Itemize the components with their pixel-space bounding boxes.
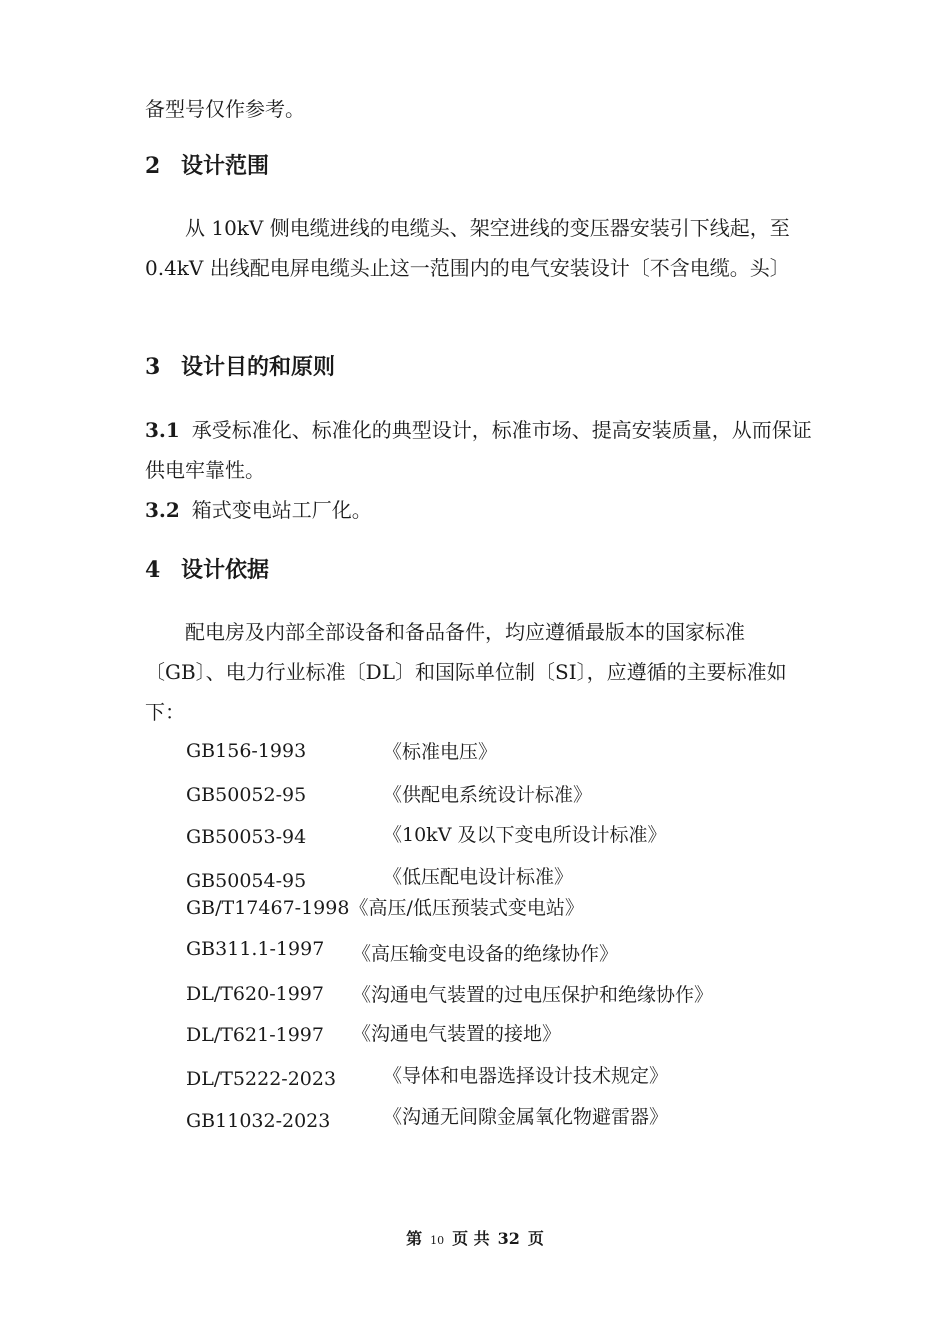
footer-suffix: 页	[527, 1229, 544, 1248]
footer-page-number: 10	[430, 1234, 445, 1247]
standard-name: 《10kV 及以下变电所设计标准》	[383, 824, 667, 846]
footer-prefix: 第	[406, 1229, 423, 1248]
standard-code: GB311.1-1997	[186, 938, 325, 960]
standard-code: GB50054-95	[186, 870, 307, 892]
section-2-heading	[145, 151, 269, 181]
section-4-body: 配电房及内部全部设备和备品备件，均应遵循最版本的国家标准〔GB〕、电力行业标准〔DL〕和国际单位制〔SI〕，应遵循的主要标准如下：	[145, 620, 787, 724]
standard-code: GB50052-95	[186, 784, 307, 806]
section-3-heading	[145, 352, 335, 382]
standard-name: 《低压配电设计标准》	[383, 866, 574, 888]
section-4-heading	[145, 555, 269, 585]
standard-name: 《沟通无间隙金属氧化物避雷器》	[383, 1106, 669, 1128]
standard-code: GB/T17467-1998	[186, 897, 350, 919]
standard-code: GB156-1993	[186, 740, 307, 762]
standard-code: GB11032-2023	[186, 1110, 331, 1132]
section-2-title: 设计范围	[181, 153, 270, 179]
section-3-title: 设计目的和原则	[181, 354, 336, 380]
section-2-body: 从 10kV 侧电缆进线的电缆头、架空进线的变压器安装引下线起，至 0.4kV 出线配电屏电缆头止这一范围内的电气安装设计〔不含电缆。头〕	[145, 216, 790, 280]
standard-name: 《导体和电器选择设计技术规定》	[383, 1065, 669, 1087]
section-3-2-text: 箱式变电站工厂化。	[191, 498, 372, 522]
footer-total-pages: 32	[497, 1229, 520, 1248]
section-3-1-item	[145, 410, 815, 490]
section-3-2-item	[145, 490, 815, 530]
standard-name: 《供配电系统设计标准》	[383, 784, 593, 806]
intro-tail-text: 备型号仅作参考。	[145, 97, 305, 121]
section-3-1-text: 承受标准化、标准化的典型设计，标准市场、提高安装质量，从而保证供电牢靠性。	[145, 418, 812, 482]
section-3-2-number: 3.2	[145, 498, 180, 522]
standard-name: 《沟通电气装置的接地》	[352, 1023, 562, 1045]
standard-name: 《高压/低压预装式变电站》	[349, 897, 584, 919]
standard-entry	[186, 895, 584, 921]
standard-code: DL/T621-1997	[186, 1024, 324, 1046]
section-2-number: 2	[145, 153, 161, 179]
standard-code: GB50053-94	[186, 826, 307, 848]
standard-code: DL/T5222-2023	[186, 1068, 337, 1090]
standard-name: 《高压输变电设备的绝缘协作》	[352, 943, 619, 965]
section-4-title: 设计依据	[181, 557, 270, 583]
standard-name: 《标准电压》	[383, 741, 498, 763]
standard-name: 《沟通电气装置的过电压保护和绝缘协作》	[352, 984, 714, 1006]
section-4-number: 4	[145, 557, 161, 583]
page-footer	[0, 1226, 950, 1254]
section-3-1-number: 3.1	[145, 418, 180, 442]
section-3-number: 3	[145, 354, 161, 380]
footer-middle: 页 共	[452, 1229, 490, 1248]
standard-code: DL/T620-1997	[186, 983, 324, 1005]
